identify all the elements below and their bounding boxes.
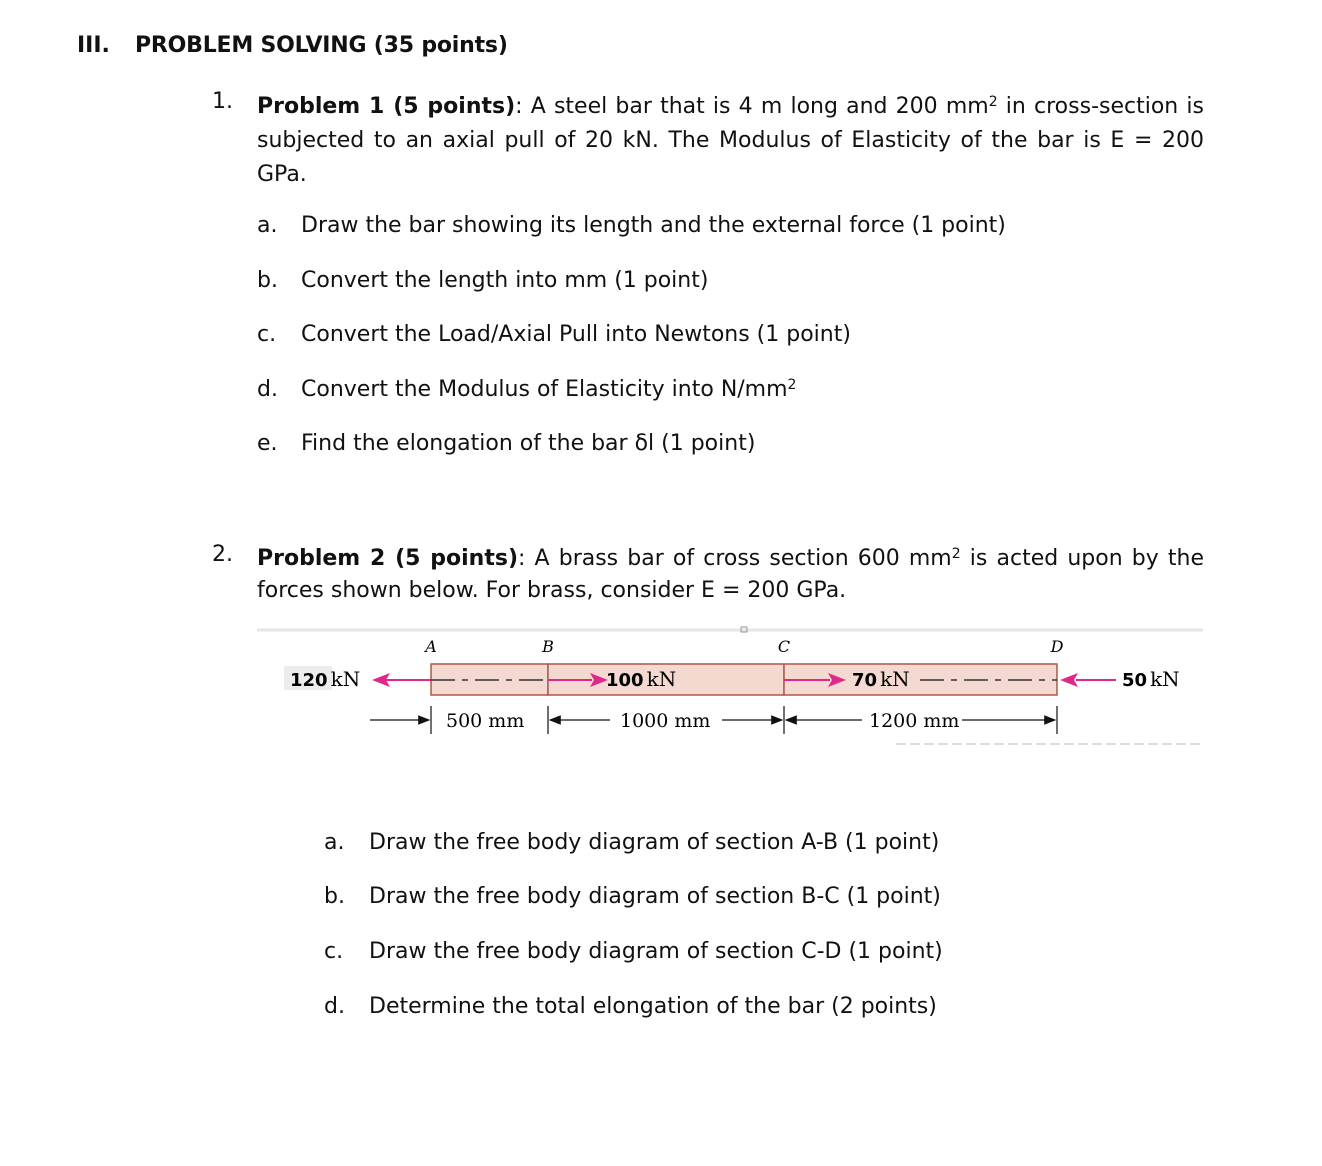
p2-item-b-text: Draw the free body diagram of section B-C (1 point): [369, 884, 941, 909]
p1-item-d-sup: 2: [787, 377, 797, 393]
force-arrow-50-head: [1060, 673, 1078, 687]
p2-item-a-text: Draw the free body diagram of section A-B (1 point): [369, 830, 940, 855]
force-label-120: 120 kN: [290, 667, 361, 691]
p1-item-e-letter: e.: [257, 431, 278, 456]
p1-item-a-text: Draw the bar showing its length and the external force (1 point): [301, 213, 1006, 238]
section-title: PROBLEM SOLVING (35 points): [135, 33, 508, 58]
p1-item-b-text: Convert the length into mm (1 point): [301, 268, 709, 293]
problem1-text-a: : A steel bar that is 4 m long and 200 mm: [515, 94, 989, 119]
dim-label-500: 500 mm: [446, 710, 525, 732]
p1-item-d-main: Convert the Modulus of Elasticity into N/mm: [301, 377, 788, 402]
problem2-number: 2.: [212, 542, 233, 567]
p2-item-a-letter: a.: [324, 830, 345, 855]
dim-label-1000: 1000 mm: [620, 710, 711, 732]
problem1-heading: Problem 1 (5 points): [257, 94, 516, 119]
force-label-70: 70 kN: [852, 667, 910, 691]
problem2-text-b: is acted upon by the forces shown below. For brass, consider E = 200 GPa.: [257, 546, 1204, 603]
p1-item-e-text: Find the elongation of the bar δl (1 point): [301, 431, 756, 456]
point-label-a: A: [425, 637, 437, 656]
p2-item-c-letter: c.: [324, 939, 344, 964]
p1-item-b-letter: b.: [257, 268, 278, 293]
problem2-text-a: : A brass bar of cross section 600 mm: [518, 546, 952, 571]
problem1-number: 1.: [212, 89, 233, 114]
point-label-c: C: [777, 637, 791, 656]
problem2-sup: 2: [951, 546, 961, 562]
p1-item-a-letter: a.: [257, 213, 278, 238]
point-label-d: D: [1050, 637, 1064, 656]
p2-item-c-text: Draw the free body diagram of section C-D (1 point): [369, 939, 943, 964]
problem1-text-b: in cross-section is subjected to an axial pull of 20 kN. The Modulus of Elasticity of the bar is E = 200 GPa.: [257, 94, 1204, 187]
point-label-b: B: [542, 637, 554, 656]
p2-item-d-text: Determine the total elongation of the bar (2 points): [369, 994, 937, 1019]
p1-item-c-text: Convert the Load/Axial Pull into Newtons (1 point): [301, 322, 851, 347]
dim-label-1200: 1200 mm: [869, 710, 960, 732]
p1-item-d-letter: d.: [257, 377, 278, 402]
force-label-100: 100 kN: [606, 667, 677, 691]
p2-item-d-letter: d.: [324, 994, 345, 1019]
p2-item-b-letter: b.: [324, 884, 345, 909]
problem1-sup: 2: [988, 94, 998, 110]
section-number: III.: [77, 33, 110, 58]
force-label-50: 50 kN: [1122, 667, 1180, 691]
p1-item-c-letter: c.: [257, 322, 277, 347]
problem2-heading: Problem 2 (5 points): [257, 546, 519, 571]
